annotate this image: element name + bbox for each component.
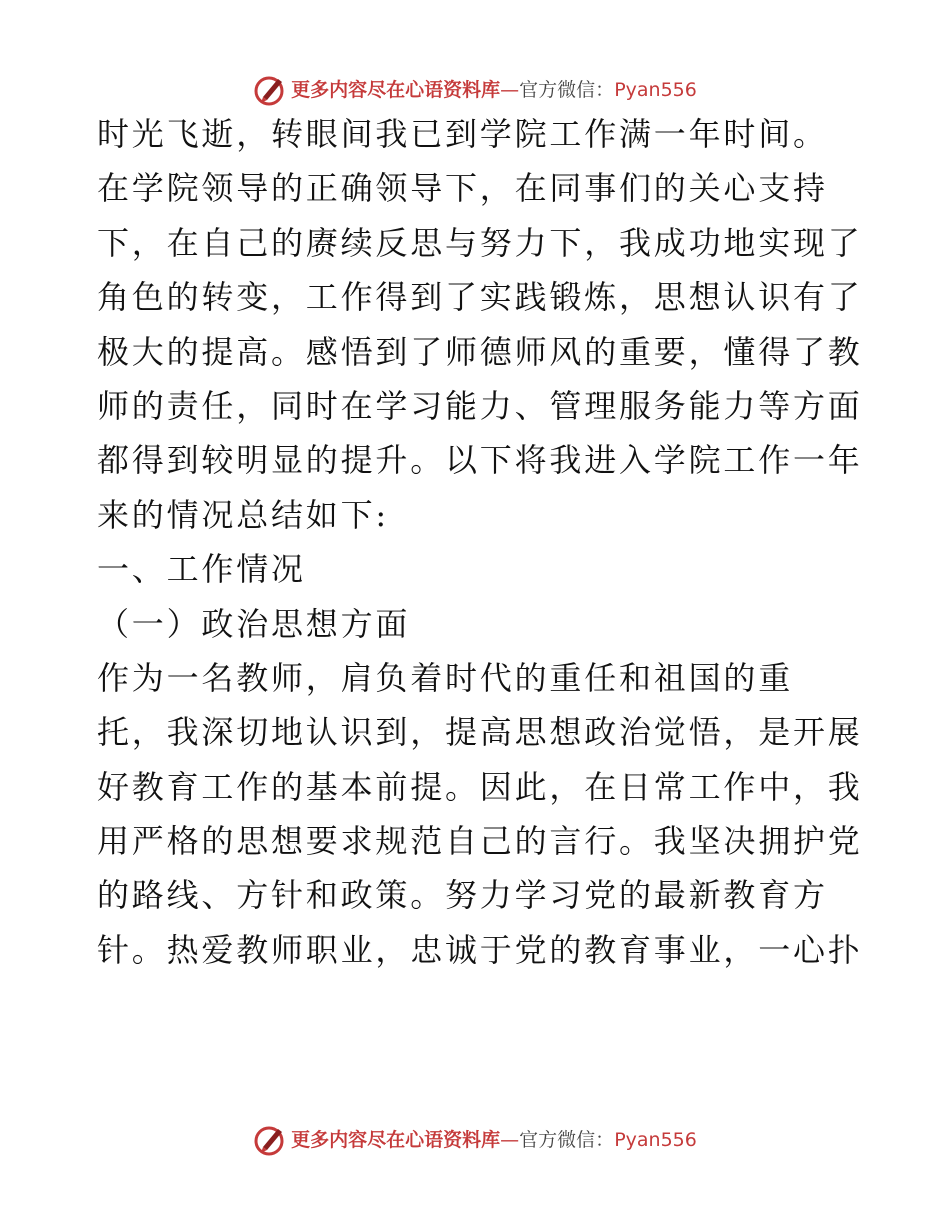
watermark-id: Pyan556 [614,79,697,101]
text-line: 极大的提高。感悟到了师德师风的重要，懂得了教 [97,332,863,371]
text-line: 角色的转变，工作得到了实践锻炼，思想认识有了 [97,278,863,317]
footer-watermark [0,1120,950,1160]
text-line: 来的情况总结如下: [97,495,389,534]
text-line: 师的责任，同时在学习能力、管理服务能力等方面 [97,386,863,425]
text-line: 的路线、方针和政策。努力学习党的最新教育方 [97,876,828,915]
text-line: 作为一名教师，肩负着时代的重任和祖国的重 [97,658,794,697]
watermark-main-text: 更多内容尽在心语资料库 [291,79,501,101]
text-line: 时光飞逝，转眼间我已到学院工作满一年时间。 [97,115,828,153]
text-line: 都得到较明显的提升。以下将我进入学院工作一年 [97,441,863,480]
heading-political-thought: （一）政治思想方面 [97,604,411,643]
text-line: 好教育工作的基本前提。因此，在日常工作中，我 [97,767,863,806]
subsection-heading [97,604,857,643]
paragraph-intro [97,115,863,534]
text-line: 针。热爱教师职业，忠诚于党的教育事业，一心扑 [97,930,863,969]
section-heading [97,550,857,589]
text-line: 在学院领导的正确领导下，在同事们的关心支持 [97,169,828,208]
heading-work-situation: 一、工作情况 [97,550,306,589]
pen-logo-icon [253,73,287,107]
text-line: 用严格的思想要求规范自己的言行。我坚决拥护党 [97,822,863,861]
header-watermark [0,70,950,110]
paragraph-political [97,658,863,969]
document-body [97,115,863,988]
watermark-id: Pyan556 [614,1129,697,1151]
text-line: 托，我深切地认识到，提高思想政治觉悟，是开展 [97,713,863,752]
text-line: 下，在自己的赓续反思与努力下，我成功地实现了 [97,223,863,262]
watermark-dash: — [500,79,520,101]
watermark-dash: — [500,1129,520,1151]
watermark-label: 官方微信： [519,1129,615,1151]
watermark-main-text: 更多内容尽在心语资料库 [291,1129,501,1151]
pen-logo-icon [253,1123,287,1157]
watermark-label: 官方微信： [519,79,615,101]
